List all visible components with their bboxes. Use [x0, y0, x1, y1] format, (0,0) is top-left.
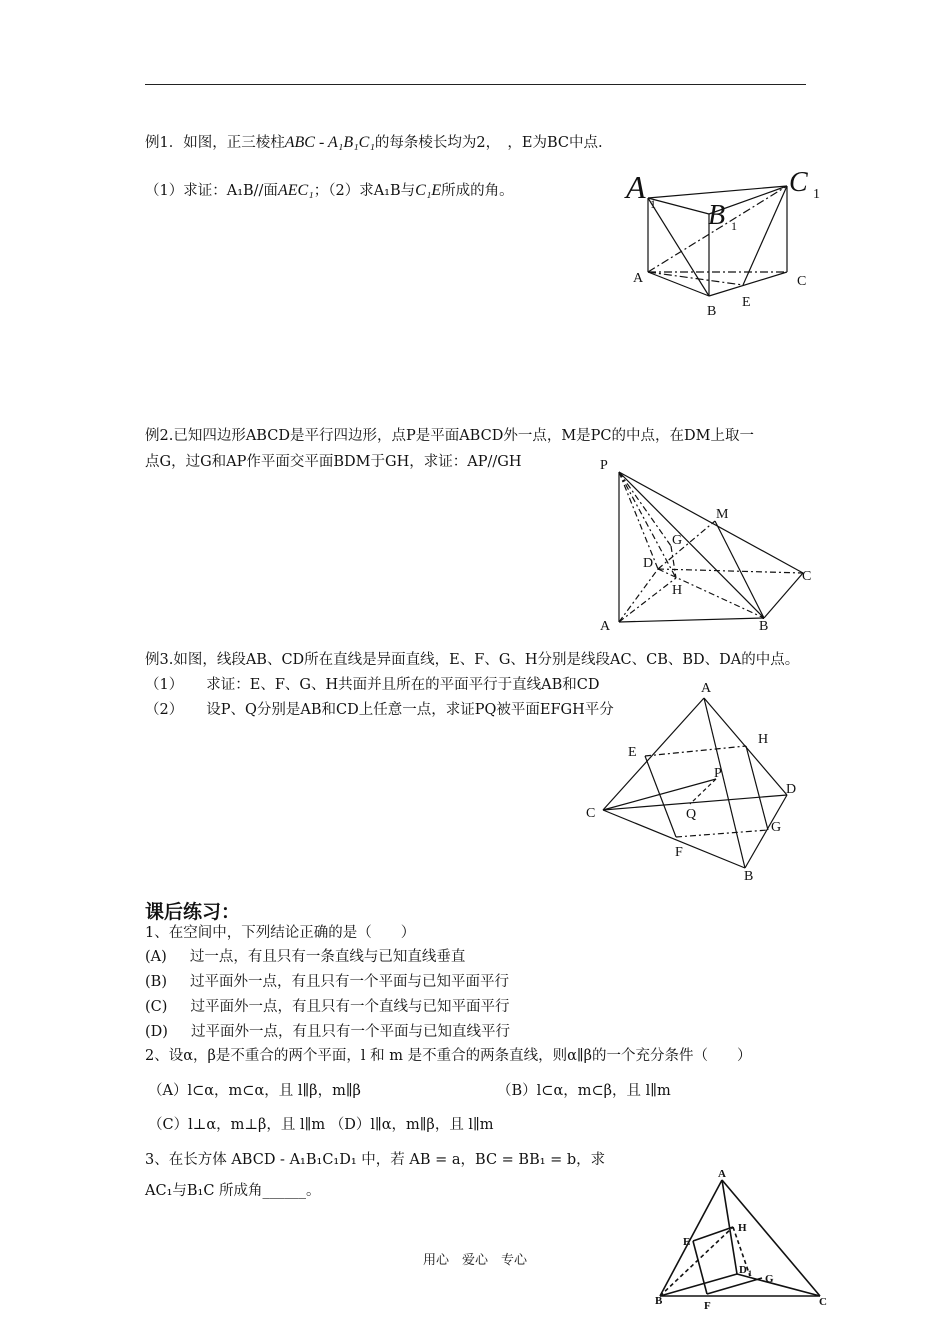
- q3-line2: AC₁与B₁C 所成角______。: [145, 1183, 321, 1199]
- svg-text:C: C: [789, 167, 808, 198]
- svg-text:D: D: [739, 1264, 747, 1276]
- svg-text:A: A: [626, 169, 646, 205]
- q1-option-a: (A) 过一点，有且只有一条直线与已知直线垂直: [145, 949, 466, 965]
- page-footer: 用心 爱心 专心: [422, 1253, 527, 1268]
- ex3-item2: （2） 设P、Q分别是AB和CD上任意一点，求证PQ被平面EFGH平分: [145, 702, 614, 718]
- svg-text:C: C: [802, 569, 812, 584]
- svg-text:E: E: [683, 1236, 691, 1248]
- q3-line1: 3、在长方体 ABCD - A₁B₁C₁D₁ 中，若 AB = a，BC = BB₁ = b，求: [145, 1152, 606, 1168]
- svg-text:G: G: [771, 820, 782, 835]
- ex1-line2: （1）求证：A₁B//面AEC₁；（2）求A₁B与C₁E所成的角。: [145, 182, 514, 199]
- q1-option-b: (B) 过平面外一点，有且只有一个平面与已知平面平行: [145, 974, 510, 990]
- svg-text:B: B: [707, 304, 717, 319]
- q2-option-a: （A）l⊂α，m⊂α，且 l∥β，m∥β: [148, 1083, 361, 1099]
- homework-heading: 课后练习：: [145, 901, 241, 923]
- svg-text:A: A: [633, 271, 644, 286]
- ex1-line1: 例1．如图，正三棱柱ABC - A₁B₁C₁的每条棱长均为2， ，E为BC中点.: [145, 134, 603, 151]
- svg-text:1: 1: [731, 219, 737, 233]
- svg-text:1: 1: [748, 1269, 752, 1278]
- svg-text:D: D: [786, 782, 797, 797]
- svg-text:P: P: [714, 766, 722, 781]
- svg-text:F: F: [675, 845, 683, 860]
- svg-text:E: E: [628, 745, 637, 760]
- svg-text:D: D: [643, 556, 654, 571]
- svg-text:B: B: [744, 869, 754, 884]
- svg-text:C: C: [797, 274, 807, 289]
- svg-text:A: A: [600, 619, 611, 634]
- svg-text:P: P: [600, 458, 608, 473]
- ex2-line1: 例2.已知四边形ABCD是平行四边形，点P是平面ABCD外一点，M是PC的中点，在DM上取一: [145, 428, 754, 444]
- svg-text:B: B: [655, 1295, 663, 1307]
- svg-text:C: C: [586, 806, 596, 821]
- svg-text:B: B: [708, 200, 726, 231]
- svg-text:E: E: [742, 295, 751, 310]
- svg-text:M: M: [716, 507, 729, 522]
- svg-text:F: F: [704, 1300, 711, 1312]
- q1-stem: 1、在空间中，下列结论正确的是（ ）: [145, 925, 416, 941]
- svg-text:A: A: [718, 1168, 726, 1180]
- svg-text:1: 1: [650, 197, 656, 211]
- svg-text:G: G: [765, 1273, 774, 1285]
- svg-text:B: B: [759, 619, 769, 634]
- q2-option-cd: （C）l⊥α，m⊥β，且 l∥m （D）l∥α，m∥β，且 l∥m: [148, 1117, 494, 1133]
- ex2-line2: 点G，过G和AP作平面交平面BDM于GH，求证：AP//GH: [145, 454, 522, 470]
- q1-option-d: (D) 过平面外一点，有且只有一个平面与已知直线平行: [145, 1024, 510, 1040]
- svg-text:Q: Q: [686, 807, 697, 822]
- q1-option-c: (C) 过平面外一点，有且只有一个直线与已知平面平行: [145, 999, 510, 1015]
- svg-text:G: G: [672, 533, 683, 548]
- ex3-line1: 例3.如图，线段AB、CD所在直线是异面直线，E、F、G、H分别是线段AC、CB、BD、DA的中点。: [145, 652, 800, 668]
- ex3-item1: （1） 求证：E、F、G、H共面并且所在的平面平行于直线AB和CD: [145, 677, 600, 693]
- svg-text:1: 1: [813, 187, 820, 202]
- svg-text:C: C: [819, 1296, 827, 1308]
- svg-text:A: A: [701, 681, 712, 696]
- svg-text:H: H: [738, 1222, 747, 1234]
- svg-text:H: H: [758, 732, 769, 747]
- q2-stem: 2、设α，β是不重合的两个平面，l 和 m 是不重合的两条直线，则α∥β的一个充分条件（ ）: [145, 1048, 752, 1064]
- svg-text:H: H: [672, 583, 683, 598]
- q2-option-b: （B）l⊂α，m⊂β，且 l∥m: [497, 1083, 671, 1099]
